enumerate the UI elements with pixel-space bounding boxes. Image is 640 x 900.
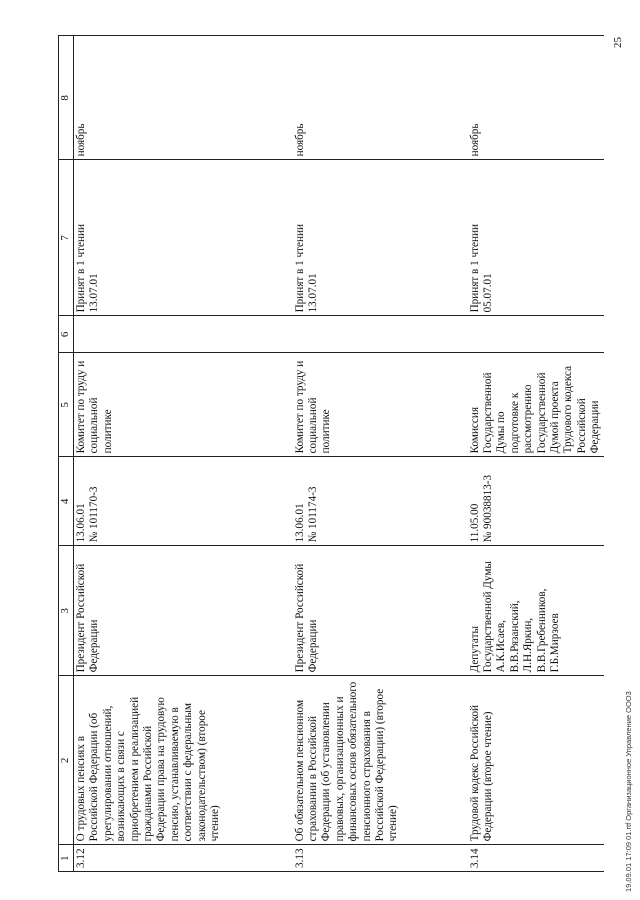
bill-initiator: Депутаты Государственной Думы А.К.Исаев, В.В.Рязанский, Л.Н.Яркин, В.В.Гребенников, Г.Б.Мирзоев [468, 546, 604, 676]
bill-status: Принят в 1 чтении 13.07.01 [74, 160, 293, 316]
row-number: 3.14 [468, 845, 604, 872]
table-row [74, 36, 293, 872]
column-header-8: 8 [59, 36, 74, 160]
planned-term: ноябрь [293, 36, 468, 160]
registration-info: 11.05.00 № 90038813-3 [468, 457, 604, 546]
bill-initiator: Президент Российской Федерации [74, 546, 293, 676]
empty-cell [293, 316, 468, 353]
bill-status: Принят в 1 чтении 05.07.01 [468, 160, 604, 316]
registration-info: 13.06.01 № 101174-3 [293, 457, 468, 546]
bill-title: О трудовых пенсиях в Российской Федерации (об урегулировании отношений, возникающих в связи с приобретением и реализацией гражданами Российской Федерации права на трудовую пенсию, устанавливаемую в соответствии с федеральным законодательством) (второе чтение) [74, 676, 293, 845]
column-header-4: 4 [59, 457, 74, 546]
column-header-2: 2 [59, 676, 74, 845]
table-row [293, 36, 468, 872]
bill-status: Принят в 1 чтении 13.07.01 [293, 160, 468, 316]
responsible-committee: Комиссия Государственной Думы по подготовке к рассмотрению Государственной Думой проекта Трудового кодекса Российской Федерации [468, 353, 604, 457]
row-number: 3.13 [293, 845, 468, 872]
empty-cell [468, 316, 604, 353]
row-number: 3.12 [74, 845, 293, 872]
responsible-committee: Комитет по труду и социальной политике [293, 353, 468, 457]
column-header-7: 7 [59, 160, 74, 316]
responsible-committee: Комитет по труду и социальной политике [74, 353, 293, 457]
registration-info: 13.06.01 № 101170-3 [74, 457, 293, 546]
empty-cell [74, 316, 293, 353]
planned-term: ноябрь [468, 36, 604, 160]
bill-initiator: Президент Российской Федерации [293, 546, 468, 676]
column-number-header [59, 36, 74, 872]
column-header-3: 3 [59, 546, 74, 676]
bill-title: Трудовой кодекс Российской Федерации (второе чтение) [468, 676, 604, 845]
column-header-5: 5 [59, 353, 74, 457]
print-footer: 19.09.01 17:09 01.rtf Организационное Управление ООО3 [624, 691, 633, 892]
column-header-1: 1 [59, 845, 74, 872]
bill-title: Об обязательном пенсионном страховании в Российской Федерации (об установлении правовых, организационных и финансовых основ обязательного пенсионного страхования в Российской Федерации) (второе чтение) [293, 676, 468, 845]
legislation-table [58, 35, 604, 872]
table-row [468, 36, 604, 872]
column-header-6: 6 [59, 316, 74, 353]
planned-term: ноябрь [74, 36, 293, 160]
page-number: 25 [612, 37, 624, 48]
